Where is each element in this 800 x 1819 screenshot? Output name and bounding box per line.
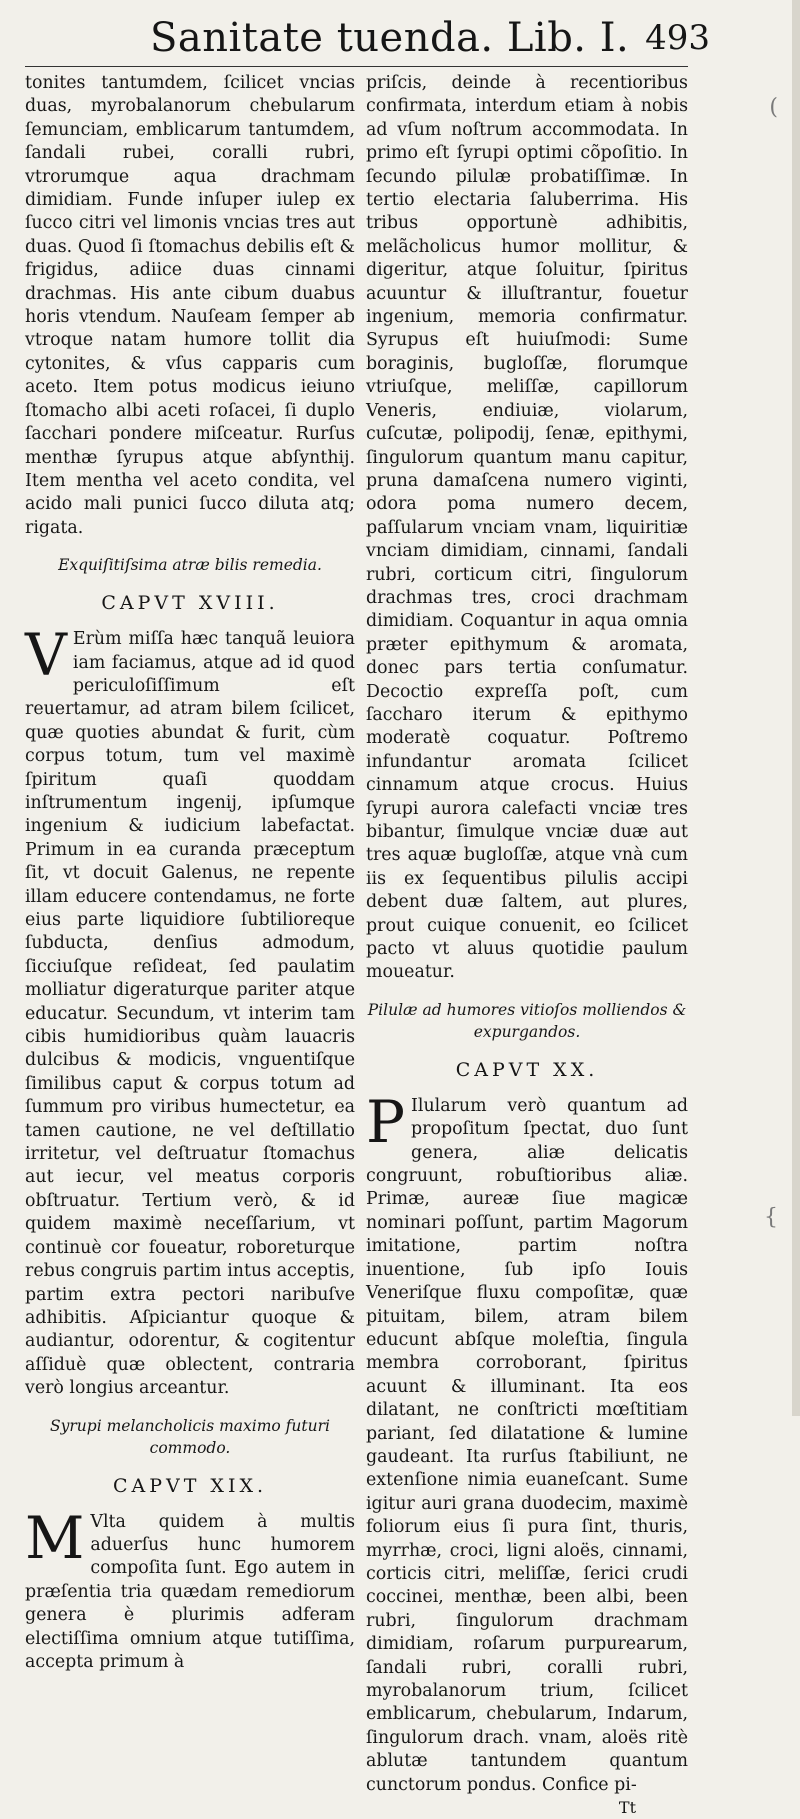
- page-number: 493: [645, 18, 710, 58]
- right-column: [366, 72, 688, 1819]
- paragraph: [366, 1087, 688, 1797]
- running-title: Sanitate tuenda. Lib. I.: [150, 15, 630, 61]
- drop-cap: P: [366, 1087, 406, 1156]
- paragraph: [25, 1503, 355, 1675]
- page-edge: [792, 0, 800, 1416]
- running-header: [150, 12, 710, 64]
- header-rule: [25, 66, 688, 67]
- left-column: [25, 72, 355, 1674]
- paragraph-text: Vlta quidem à multis aduerſus hunc humorem compoſita ſunt. Ego autem in præſentia tria quædam remediorum genera è plurimis adferam electiſſima omnium atque tutiſſima, accepta primum à: [25, 1511, 355, 1672]
- chapter-rubric: Syrupi melancholicis maximo futuri commodo.: [50, 1416, 330, 1457]
- drop-cap: V: [25, 621, 67, 690]
- chapter-rubric: Exquiſitiſsima atræ bilis remedia.: [58, 556, 322, 575]
- paragraph: [25, 621, 355, 1400]
- drop-cap: M: [25, 1503, 85, 1572]
- edge-mark: (: [769, 95, 778, 120]
- chapter-rubric: Pilulæ ad humores vitioſos molliendos & expurgandos.: [367, 1000, 687, 1041]
- edge-mark: {: [764, 1205, 778, 1230]
- paragraph: priſcis, deinde à recentioribus confirmata, interdum etiam à nobis ad vſum noſtrum accommodata. In primo eſt ſyrupi optimi cõpoſitio. In ſecundo pilulæ probatiſſimæ. In tertio electaria ſaluberrima. His tribus opportunè adhibitis, melãcholicus humor mollitur, & digeritur, atque ſoluitur, ſpiritus acuuntur & illuſtrantur, fouetur ingenium, memoria confirmatur. Syrupus eſt huiuſmodi: Sume boraginis, bugloſſæ, florumque vtriuſque, meliſſæ, capillorum Veneris, endiuiæ, violarum, cuſcutæ, polipodij, ſenæ, epithymi, ſingulorum quantum manu capitur, pruna damaſcena numero viginti, odora poma numero decem, paſſularum vnciam vnam, liquiritiæ vnciam dimidiam, cinnami, ſandali rubri, corticum citri, ſingulorum drachmas tres, croci drachmam dimidiam. Coquantur in aqua omnia præter epithymum & aromata, donec pars tertia conſumatur. Decoctio expreſſa poſt, cum ſaccharo iterum & epithymo moderatè coquatur. Poſtremo infundantur aromata ſcilicet cinnamum atque crocus. Huius ſyrupi aurora calefacti vnciæ tres bibantur, ſimulque vnciæ duæ aut tres aquæ bugloſſæ, atque vnà cum iis ex ſequentibus pilulis accipi debent duæ ſaltem, aut plures, prout cuique conuenit, eo ſcilicet pacto vt aluus quotidie paulum moueatur.: [366, 73, 688, 983]
- signature-mark: Tt: [618, 1798, 636, 1818]
- paragraph-text: Ilularum verò quantum ad propoſitum ſpectat, duo ſunt genera, aliæ delicatis congruunt, robuſtioribus aliæ. Primæ, aureæ ſiue magicæ nominari poſſunt, partim Magorum imitatione, partim noſtra inuentione, ſub ipſo Iouis Veneriſque fluxu compoſitæ, quæ pituitam, bilem, atram bilem educunt abſque moleſtia, ſingula membra corroborant, ſpiritus acuunt & illuminant. Ita eos dilatant, ne conſtricti mœſtitiam pariant, ſed dilatatione & lumine gaudeant. Ita rurſus ſtabiliunt, ne extenſione nimia euaneſcant. Sume igitur auri grana duodecim, maximè foliorum eius ſi pura ſint, thuris, myrrhæ, croci, ligni aloës, cinnami, corticis citri, meliſſæ, ſerici crudi coccinei, menthæ, been albi, been rubri, ſingulorum drachmam dimidiam, roſarum purpurearum, ſandali rubri, coralli rubri, myrobalanorum trium, ſcilicet emblicarum, chebularum, Indarum, ſingulorum drach. vnam, aloës ritè ablutæ tantundem quantum cunctorum pondus. Confice pi-: [366, 1095, 688, 1795]
- chapter-heading: CAPVT XIX.: [112, 1474, 268, 1497]
- chapter-heading: CAPVT XVIII.: [101, 592, 279, 615]
- chapter-heading: CAPVT XX.: [455, 1058, 599, 1081]
- paragraph-text: Erùm miſſa hæc tanquã leuiora iam faciamus, atque ad id quod periculoſiſſimum eſt reuertamur, ad atram bilem ſcilicet, quæ quoties abundat & furit, cùm corpus totum, tum vel maximè ſpiritum quaſi quoddam inſtrumentum ingenij, ipſumque ingenium & iudicium labefactat. Primum in ea curanda præceptum ſit, vt docuit Galenus, ne repente illam educere contendamus, ne forte eius parte liquidiore ſubtilioreque ſubducta, denſius admodum, ſicciuſque reſideat, ſed paulatim molliatur digeraturque pariter atque educatur. Secundum, vt interim tam cibis humidioribus quàm lauacris dulcibus & modicis, vnguentiſque ſimilibus caput & corpus totum ad ſummum pro viribus humectetur, ea tamen cautione, ne vel deſtillatio irritetur, vel deſtruatur ſtomachus aut iecur, vel meatus corporis obſtruatur. Tertium verò, & id quidem maximè neceſſarium, vt continuè cor foueatur, roboreturque rebus congruis partim intus acceptis, partim extra pectori naribuſve adhibitis. Aſpiciantur quoque & audiantur, odorentur, & cogitentur aſſiduè quæ oblectent, contraria verò longius arceantur.: [25, 629, 355, 1399]
- paragraph: tonites tantumdem, ſcilicet vncias duas, myrobalanorum chebularum ſemunciam, emblicarum tantumdem, ſandali rubei, coralli rubri, vtrorumque aqua drachmam dimidiam. Funde inſuper iulep ex ſucco citri vel limonis vncias tres aut duas. Quod ſi ſtomachus debilis eſt & frigidus, adiice duas cinnami drachmas. His ante cibum duabus horis vtendum. Nauſeam ſemper ab vtroque natam humore tollit dia cytonites, & vſus capparis cum aceto. Item potus modicus ieiuno ſtomacho albi aceti roſacei, ſi duplo ſacchari pondere miſceatur. Rurſus menthæ ſyrupus atque abſynthij. Item mentha vel aceto condita, vel acido mali punici ſucco diluta atq; rigata.: [25, 73, 355, 538]
